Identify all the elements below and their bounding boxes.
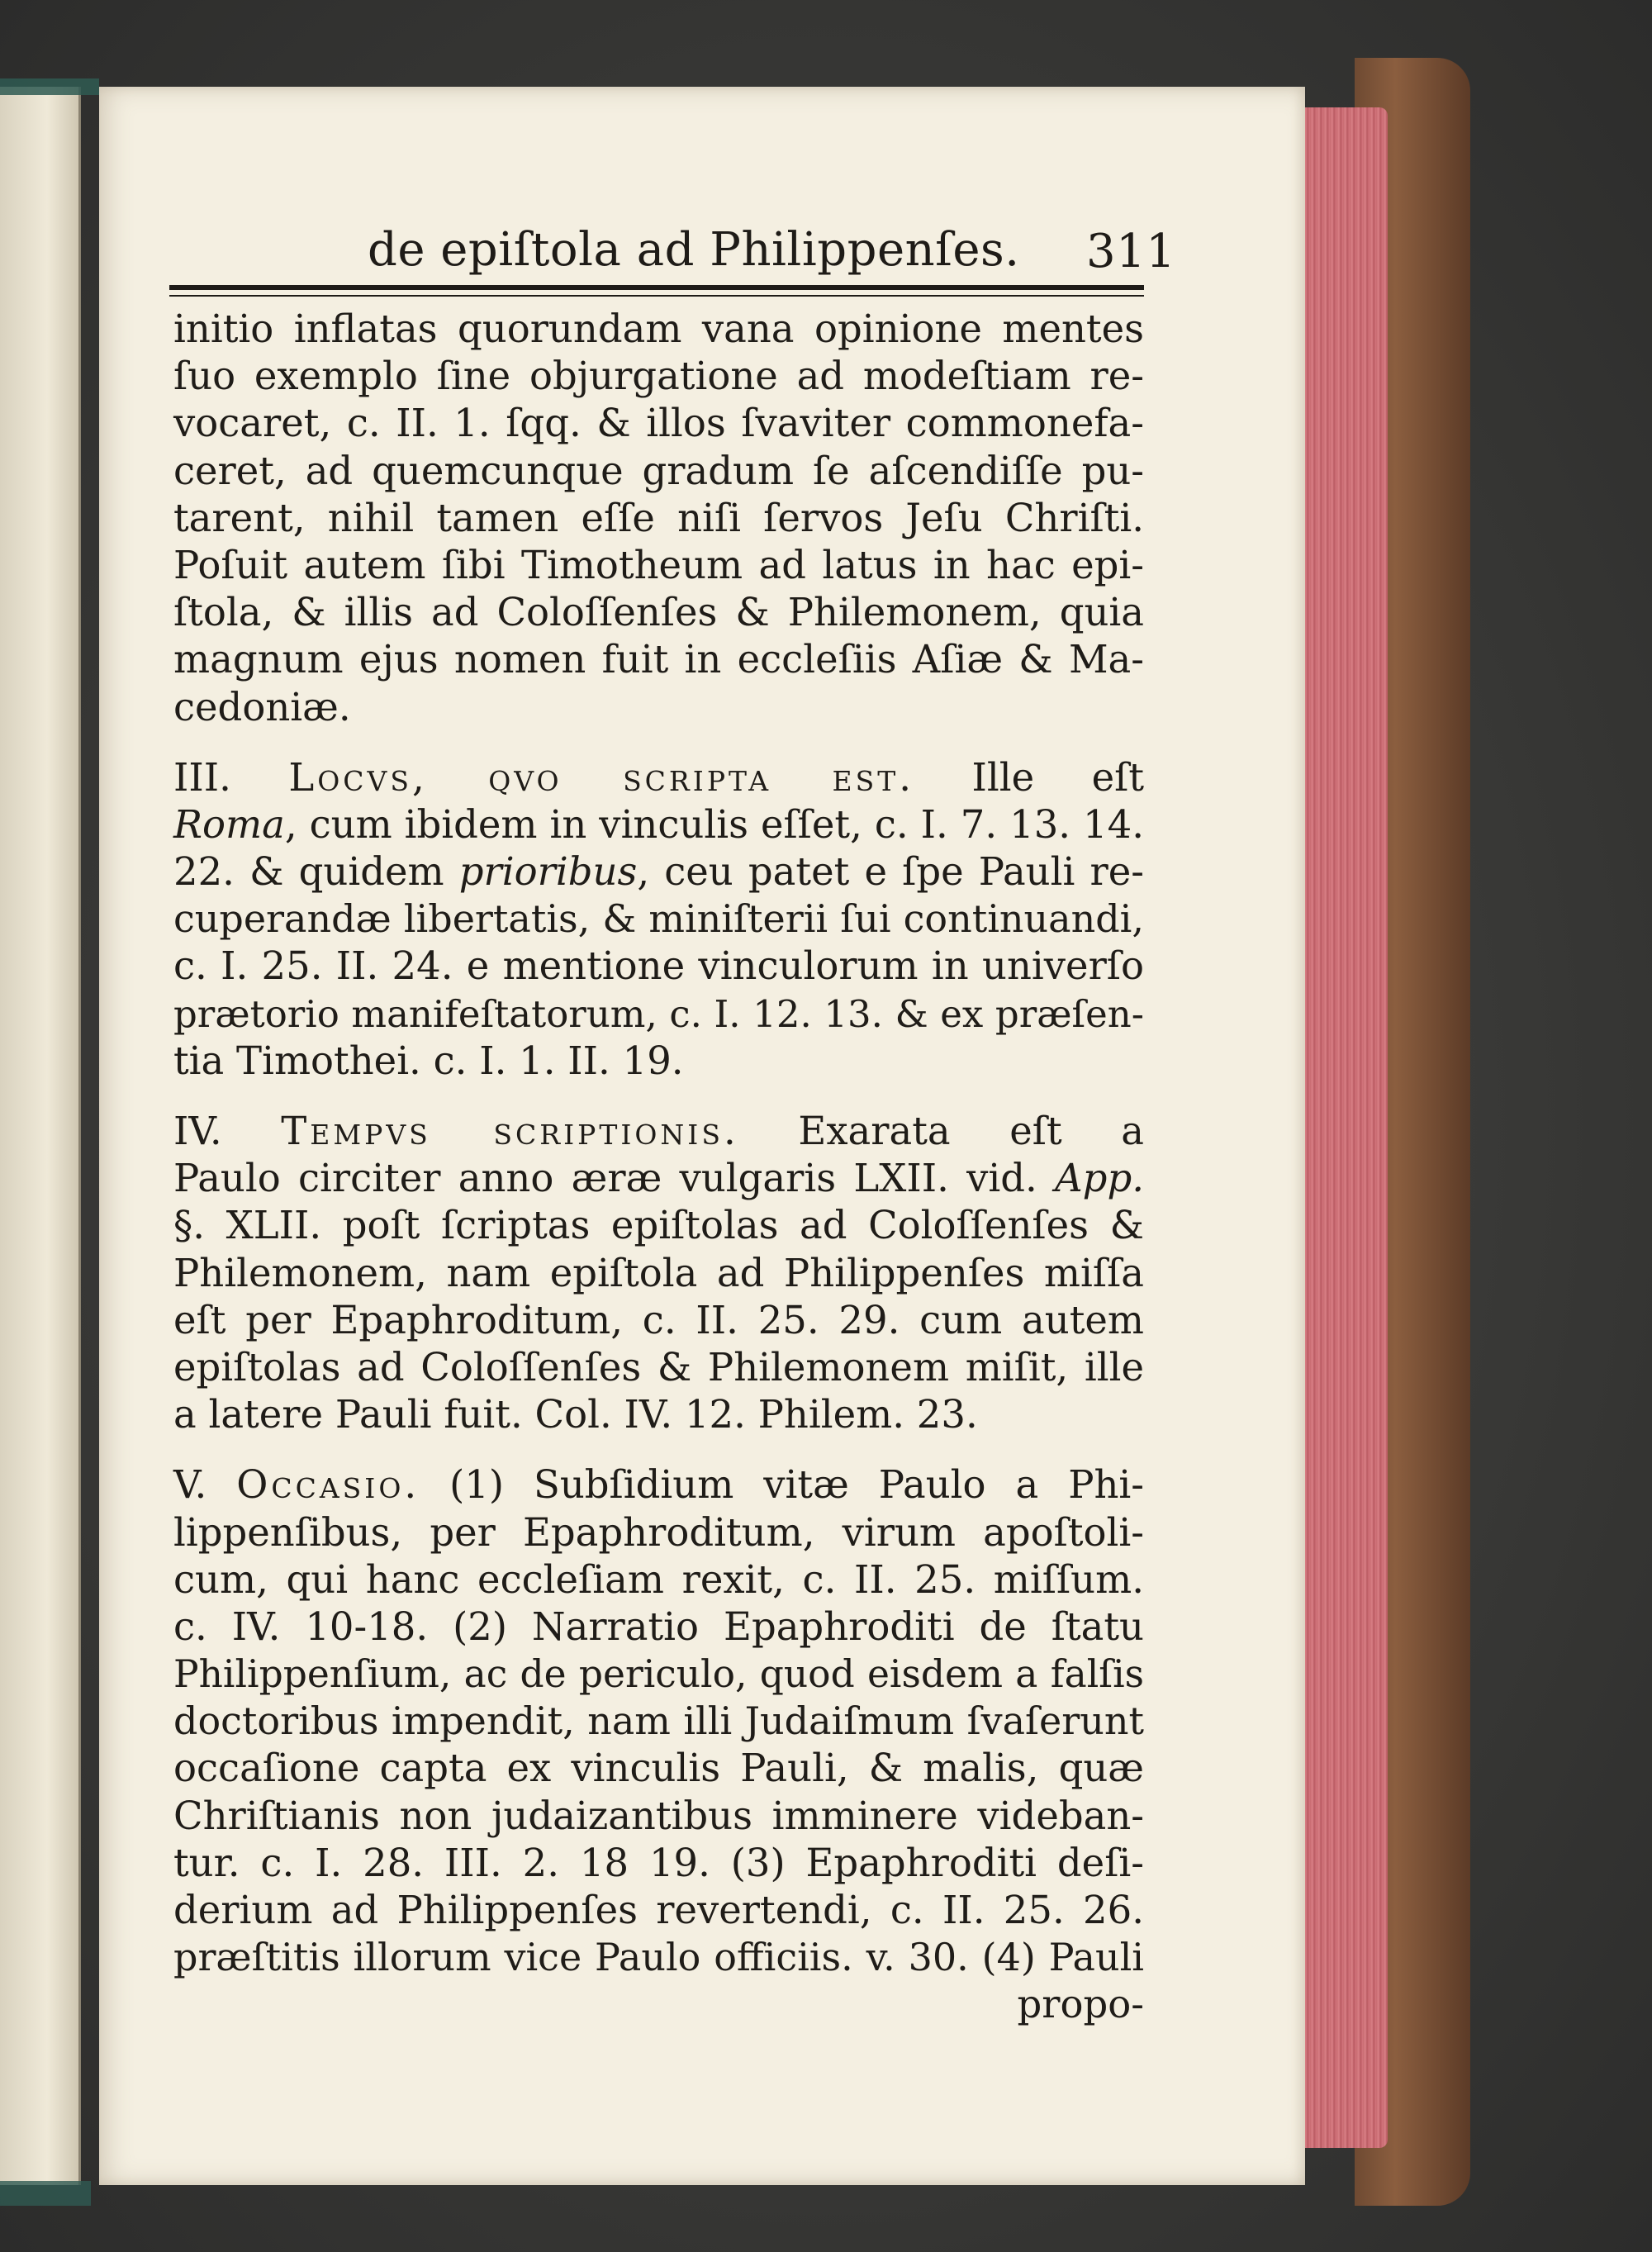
text-line: præſtitis illorum vice Paulo officiis. v. 30. (4) Pauli [173,1935,1144,1980]
text-line: ſtola, & illis ad Coloſſenſes & Philemonem, quia [173,590,1144,635]
catchword: propo- [1017,1982,1144,2027]
text-line: vocaret, c. II. 1. ſqq. & illos ſvaviter commonefa- [173,401,1144,446]
text-line: magnum ejus nomen fuit in eccleſiis Aſiæ & Ma- [173,637,1144,682]
text-line: prætorio manifeſtatorum, c. I. 12. 13. & ex præſen- [173,991,1144,1036]
text-line: eſt per Epaphroditum, c. II. 25. 29. cum autem [173,1297,1144,1342]
italic-term: prioribus [458,849,638,895]
text-line: tarent, nihil tamen eſſe niſi ſervos Jeſu Chriſti. [173,495,1144,540]
text-fragment: Ille eſt [971,754,1145,800]
binding-thread-top [0,78,99,95]
section-numeral: III. [173,754,231,800]
facing-page-edge [0,87,81,2185]
text-line: a latere Pauli fuit. Col. IV. 12. Philem. 23. [173,1392,978,1437]
text-line: tia Timothei. c. I. 1. II. 19. [173,1038,684,1083]
text-fragment: Exarata eſt a [798,1109,1145,1153]
text-line: lippenſibus, per Epaphroditum, virum apoſtoli- [173,1509,1144,1555]
head-rule [169,285,1144,290]
text-line: Philemonem, nam epiſtola ad Philippenſes miſſa [173,1250,1144,1295]
page-body [173,306,1144,2029]
text-fragment: 22. & quidem [173,849,459,895]
text-line [173,848,1144,896]
section-v [173,1461,1144,2028]
text-line: Philippenſium, ac de periculo, quod eisdem a falſis [173,1652,1144,1697]
section-numeral: IV. [173,1109,222,1153]
text-fragment: (1) Subſidium vitæ Paulo a Phi- [449,1462,1145,1508]
section-iv-heading-line [173,1108,1144,1155]
head-rule-thin [169,295,1144,297]
text-line: Poſuit autem ſibi Timotheum ad latus in hac epi- [173,542,1144,587]
section-iii-heading-line [173,754,1144,801]
section-iv [173,1108,1144,1438]
text-line: cum, qui hanc eccleſiam rexit, c. II. 25. miſſum. [173,1556,1144,1602]
section-v-heading-line [173,1461,1144,1508]
binding-thread-bottom [0,2181,91,2206]
book-page [99,87,1305,2185]
text-line: cedoniæ. [173,684,351,729]
section-iii [173,754,1144,1085]
red-page-edges [1297,107,1388,2148]
text-line: tur. c. I. 28. III. 2. 18 19. (3) Epaphroditi deſi- [173,1840,1144,1885]
section-heading: Occasio. [236,1462,420,1508]
text-line: c. I. 25. II. 24. e mentione vinculorum in univerſo [173,943,1144,989]
running-head-title: de epiſtola ad Philippenſes. [368,223,1020,277]
text-line [173,801,1144,848]
text-line: Chriſtianis non judaizantibus imminere videban- [173,1793,1144,1838]
section-heading: Tempvs scriptionis. [281,1109,739,1153]
intro-paragraph [173,306,1144,731]
text-line: occaſione capta ex vinculis Pauli, & malis, quæ [173,1746,1144,1791]
text-line: epiſtolas ad Coloſſenſes & Philemonem miſit, ille [173,1344,1144,1390]
text-line: §. XLII. poſt ſcriptas epiſtolas ad Coloſſenſes & [173,1203,1144,1248]
text-line: derium ad Philippenſes revertendi, c. II. 25. 26. [173,1888,1144,1932]
text-line [173,1155,1144,1202]
text-line: cuperandæ libertatis, & miniſterii ſui continuandi, [173,896,1144,942]
section-heading: Locvs, qvo scripta est. [288,754,915,800]
text-fragment: Paulo circiter anno æræ vulgaris LXII. vid. [173,1156,1056,1201]
text-fragment: , ceu patet e ſpe Pauli re- [637,849,1144,895]
section-numeral: V. [173,1462,207,1508]
text-line: ſuo exemplo ſine objurgatione ad modeſtiam re- [173,354,1144,399]
italic-term: App. [1055,1156,1144,1201]
text-fragment: , cum ibidem in vinculis eſſet, c. I. 7. 13. 14. [284,801,1144,847]
page-number: 311 [1086,225,1176,278]
text-line: initio inflatas quorundam vana opinione mentes [173,306,1144,351]
text-line: ceret, ad quemcunque gradum ſe aſcendiſſe pu- [173,448,1144,493]
italic-term: Roma [173,801,285,847]
text-line: doctoribus impendit, nam illi Judaiſmum ſvaſerunt [173,1699,1144,1744]
text-line: c. IV. 10-18. (2) Narratio Epaphroditi de ſtatu [173,1603,1144,1649]
